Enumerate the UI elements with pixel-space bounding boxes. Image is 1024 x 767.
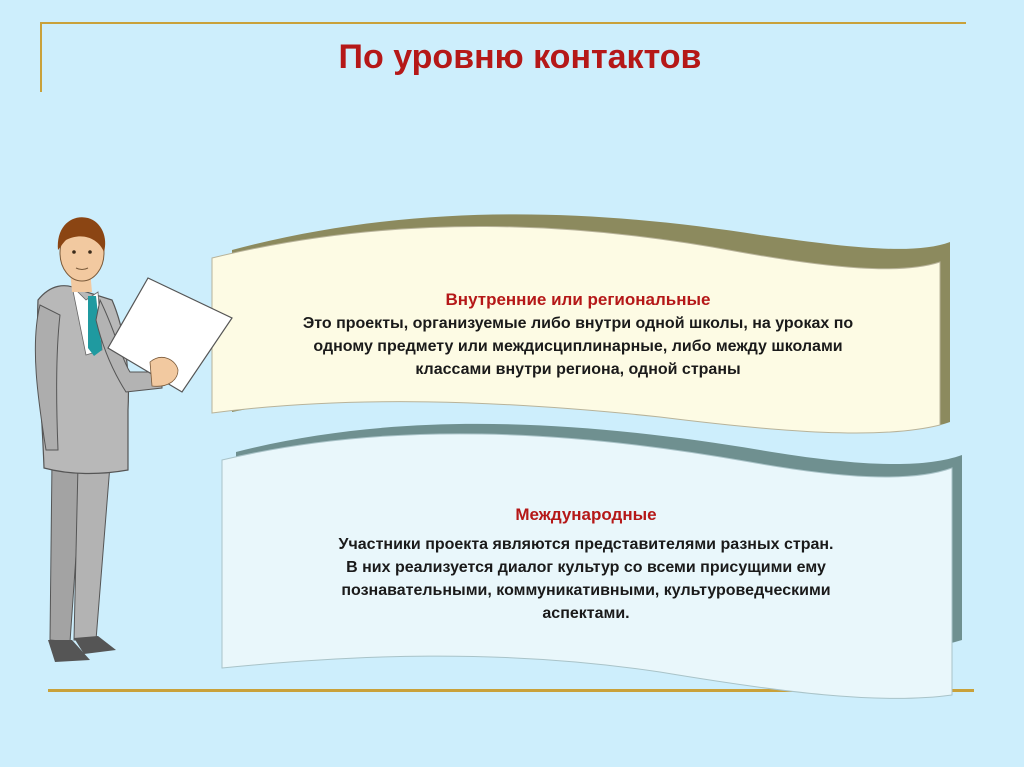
slide-title: По уровню контактов bbox=[338, 38, 702, 76]
businessman-illustration bbox=[35, 217, 232, 662]
section-text-line: познавательными, коммуникативными, культуроведческими bbox=[341, 582, 831, 599]
section-text-line: Участники проекта являются представителями разных стран. bbox=[338, 536, 834, 553]
section-heading: Международные bbox=[515, 505, 657, 524]
section-text-line: аспектами. bbox=[542, 605, 630, 622]
section-text-line: классами внутри региона, одной страны bbox=[415, 361, 741, 378]
section-international bbox=[236, 505, 936, 625]
section-text-line: В них реализуется диалог культур со всеми присущими ему bbox=[346, 559, 826, 576]
section-heading: Внутренние или региональные bbox=[445, 290, 711, 309]
section-text-line: одному предмету или междисциплинарные, либо между школами bbox=[313, 338, 843, 355]
section-text-line: Это проекты, организуемые либо внутри одной школы, на уроках по bbox=[302, 315, 854, 332]
section-regional bbox=[228, 290, 928, 381]
